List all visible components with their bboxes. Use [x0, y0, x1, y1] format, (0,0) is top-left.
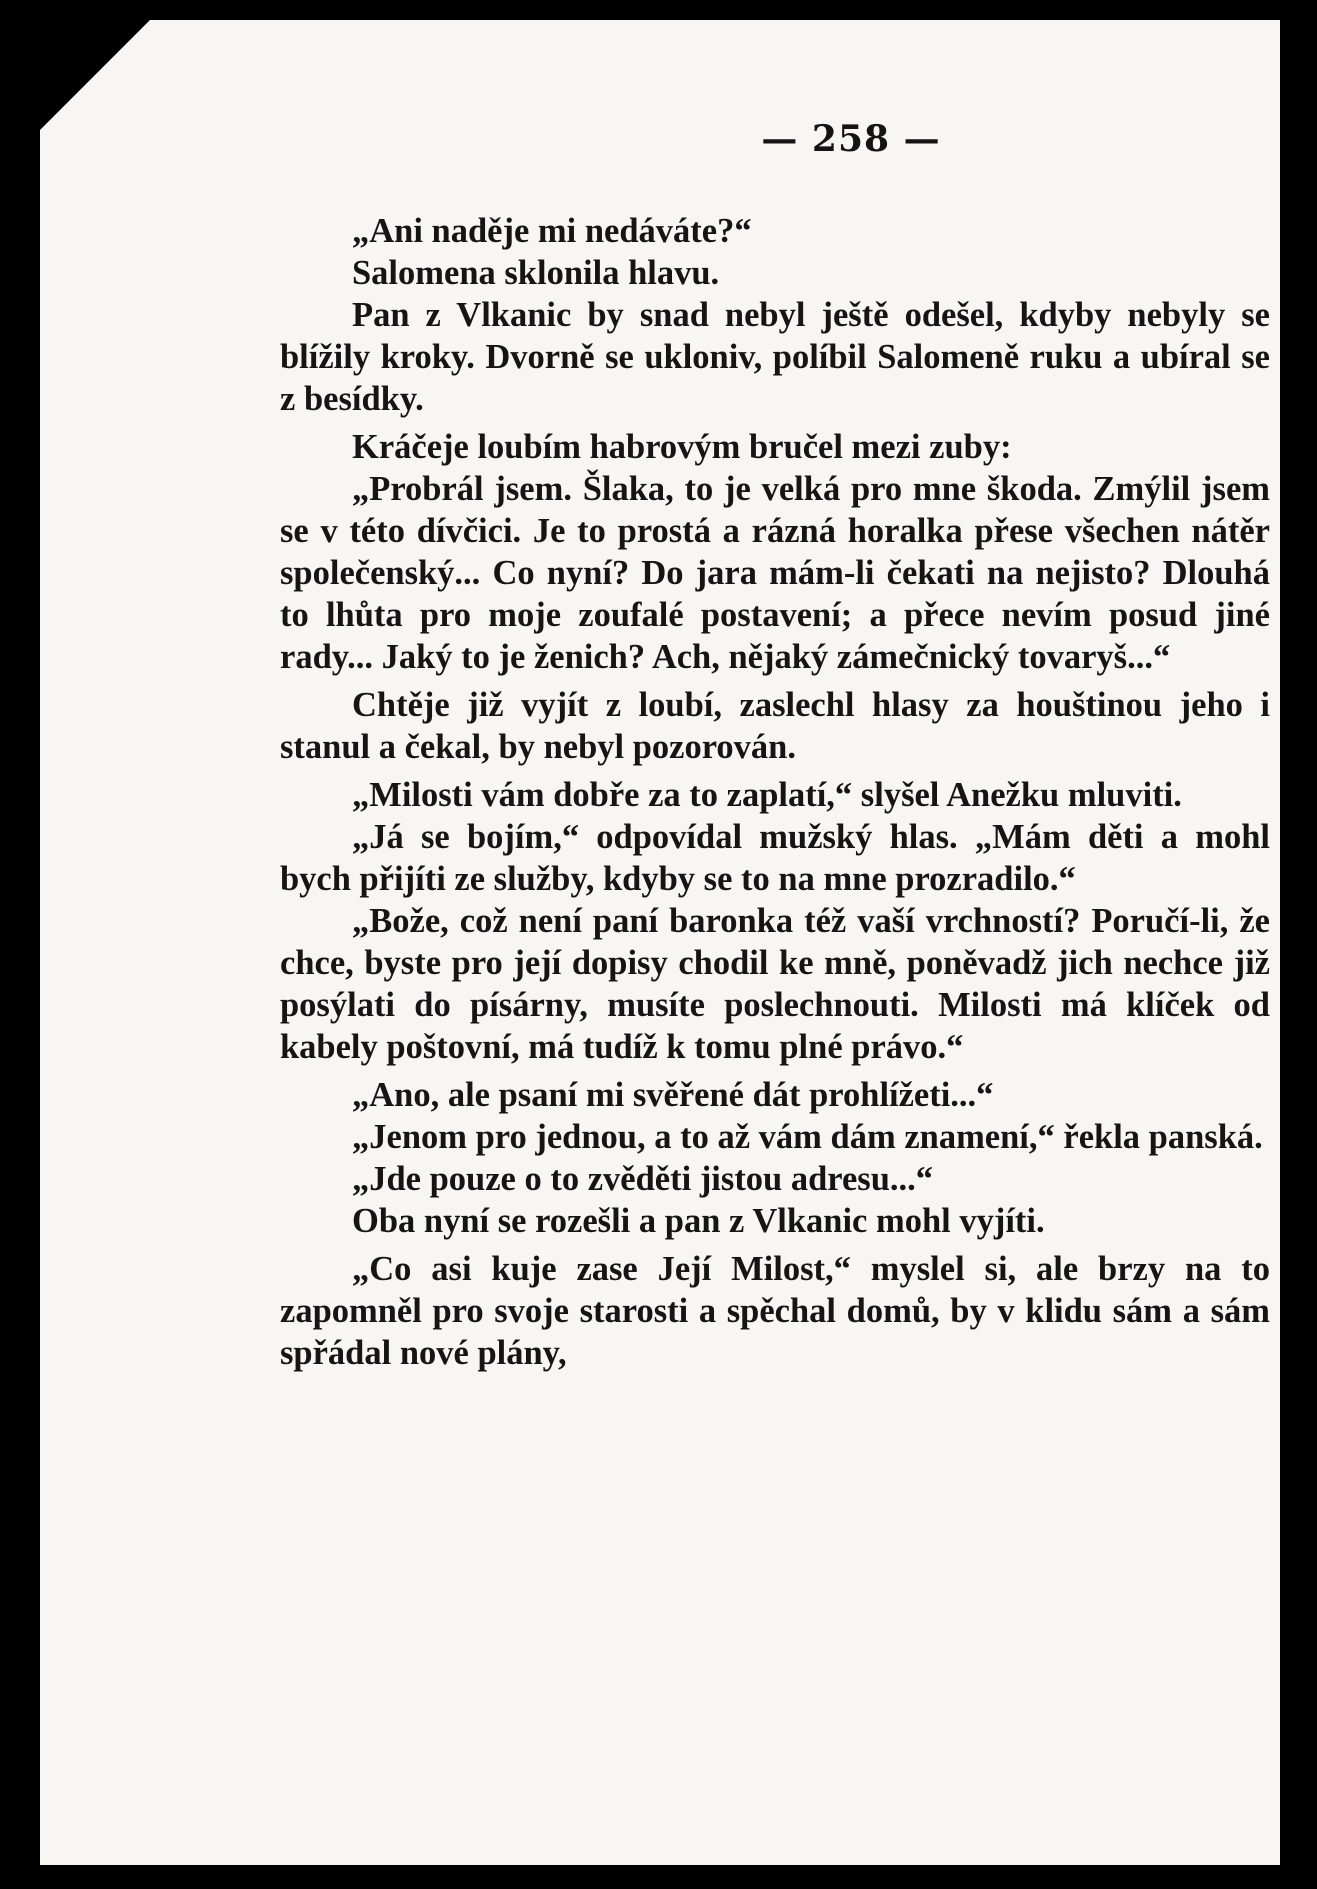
paragraph: „Milosti vám dobře za to zaplatí,“ slyšel Anežku mluviti.	[352, 776, 1182, 814]
body-text	[280, 210, 1270, 1374]
paragraph: „Ano, ale psaní mi svěřené dát prohlížeti...“	[352, 1076, 994, 1114]
paragraph: Chtěje již vyjít z loubí, zaslechl hlasy za houštinou jeho i stanul a čekal, by nebyl pozorován.	[280, 686, 1270, 766]
paragraph: Oba nyní se rozešli a pan z Vlkanic mohl vyjíti.	[352, 1202, 1045, 1240]
paragraph: Pan z Vlkanic by snad nebyl ještě odešel, kdyby nebyly se blížily kroky. Dvorně se ukloniv, políbil Salomeně ruku a ubíral se z besídky.	[280, 296, 1270, 418]
paragraph: „Jde pouze o to zvěděti jistou adresu...“	[352, 1160, 934, 1198]
paragraph: Kráčeje loubím habrovým bručel mezi zuby:	[352, 428, 1012, 466]
paragraph: „Co asi kuje zase Její Milost,“ myslel si, ale brzy na to zapomněl pro svoje starosti a spěchal domů, by v klidu sám a sám spřádal nové plány,	[280, 1250, 1270, 1372]
paragraph: Salomena sklonila hlavu.	[352, 254, 720, 292]
folded-corner	[40, 20, 150, 130]
paragraph: „Bože, což není paní baronka též vaší vrchností? Poručí-li, že chce, byste pro její dopisy chodil ke mně, poněvadž jich nechce již posýlati do písárny, musíte poslechnouti. Milosti má klíček od kabely poštovní, má tudíž k tomu plné právo.“	[280, 902, 1270, 1066]
paragraph: „Já se bojím,“ odpovídal mužský hlas. „Mám děti a mohl bych přijíti ze služby, kdyby se to na mne prozradilo.“	[280, 818, 1270, 898]
paragraph: „Jenom pro jednou, a to až vám dám znamení,“ řekla panská.	[352, 1118, 1263, 1156]
page-number: — 258 —	[761, 118, 941, 160]
page-edge-shadow	[1280, 20, 1302, 1865]
paragraph: „Probrál jsem. Šlaka, to je velká pro mne škoda. Zmýlil jsem se v této dívčici. Je to prostá a rázná horalka přese všechen nátěr společenský... Co nyní? Do jara mám-li čekati na nejisto? Dlouhá to lhůta pro moje zoufalé postavení; a přece nevím posud jiné rady... Jaký to je ženich? Ach, nějaký zámečnický tovaryš...“	[280, 470, 1270, 676]
book-page	[40, 20, 1302, 1865]
paragraph: „Ani naděje mi nedáváte?“	[352, 212, 752, 250]
